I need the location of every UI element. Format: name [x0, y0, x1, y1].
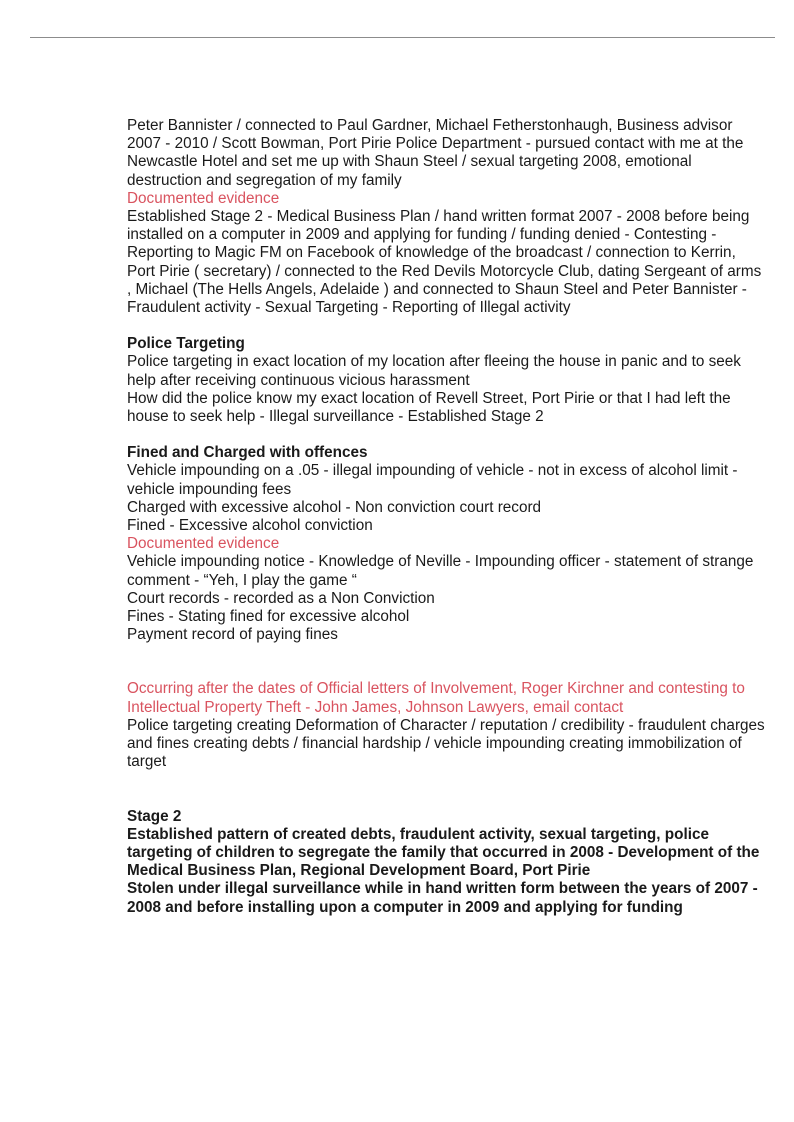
evidence-item: Payment record of paying fines: [127, 626, 338, 644]
evidence-item: Vehicle impounding notice - Knowledge of Neville - Impounding officer - statement of strange comment - “Yeh, I play the game “: [127, 553, 754, 589]
police-targeting-line-1: Police targeting in exact location of my location after fleeing the house in panic and to seek help after receiving continuous vicious harassment: [127, 353, 741, 389]
occurring-heading: Occurring after the dates of Official letters of Involvement, Roger Kirchner and contesting to Intellectual Property Theft - John James, Johnson Lawyers, email contact: [127, 680, 745, 716]
evidence-item: Fines - Stating fined for excessive alcohol: [127, 608, 410, 626]
occurring-section: [127, 680, 767, 771]
police-targeting-line-2: How did the police know my exact location of Revell Street, Port Pirie or that I had left the house to seek help - Illegal surveillance - Established Stage 2: [127, 389, 731, 426]
stage-2-text-2: Stolen under illegal surveillance while in hand written form between the years of 2007 - 2008 and before installing upon a computer in 2009 and applying for funding: [127, 880, 758, 916]
occurring-text: Police targeting creating Deformation of Character / reputation / credibility - fraudulent charges and fines creating debts / financial hardship / vehicle impounding creating immobilization of target: [127, 716, 765, 771]
documented-evidence-label: Documented evidence: [127, 189, 280, 207]
fined-charged-line-2: Charged with excessive alcohol - Non conviction court record: [127, 498, 542, 516]
police-targeting-section: [127, 335, 767, 426]
fined-charged-heading: Fined and Charged with offences: [127, 444, 368, 462]
document-body: [127, 117, 767, 917]
documented-evidence-label: Documented evidence: [127, 535, 280, 553]
stage-2-heading: Stage 2: [127, 807, 182, 825]
police-targeting-heading: Police Targeting: [127, 335, 245, 353]
intro-paragraph: Peter Bannister / connected to Paul Gardner, Michael Fetherstonhaugh, Business advisor 2007 - 2010 / Scott Bowman, Port Pirie Police Department - pursued contact with me at the Newcastle Hotel and set me up with Shaun Steel / sexual targeting 2008, emotional destruction and segregation of my family: [127, 117, 744, 189]
intro-evidence-text: Established Stage 2 - Medical Business Plan / hand written format 2007 - 2008 before being installed on a computer in 2009 and applying for funding / funding denied - Contesting - Reporting to Magic FM on Facebook of knowledge of the broadcast / connection to Kerrin, Port Pirie ( secretary) / connected to the Red Devils Motorcycle Club, dating Sergeant of arms , Michael (The Hells Angels, Adelaide ) and connected to Shaun Steel and Peter Bannister - Fraudulent activity - Sexual Targeting - Reporting of Illegal activity: [127, 208, 762, 317]
evidence-item: Court records - recorded as a Non Conviction: [127, 589, 435, 607]
intro-section: [127, 117, 767, 317]
fined-charged-section: [127, 444, 767, 644]
stage-2-section: [127, 808, 767, 917]
fined-charged-line-1: Vehicle impounding on a .05 - illegal impounding of vehicle - not in excess of alcohol limit - vehicle impounding fees: [127, 462, 738, 498]
fined-charged-line-3: Fined - Excessive alcohol conviction: [127, 517, 373, 535]
stage-2-text-1: Established pattern of created debts, fraudulent activity, sexual targeting, police targeting of children to segregate the family that occurred in 2008 - Development of the Medical Business Plan, Regional Development Board, Port Pirie: [127, 825, 760, 880]
scan-edge-line: [30, 37, 775, 38]
